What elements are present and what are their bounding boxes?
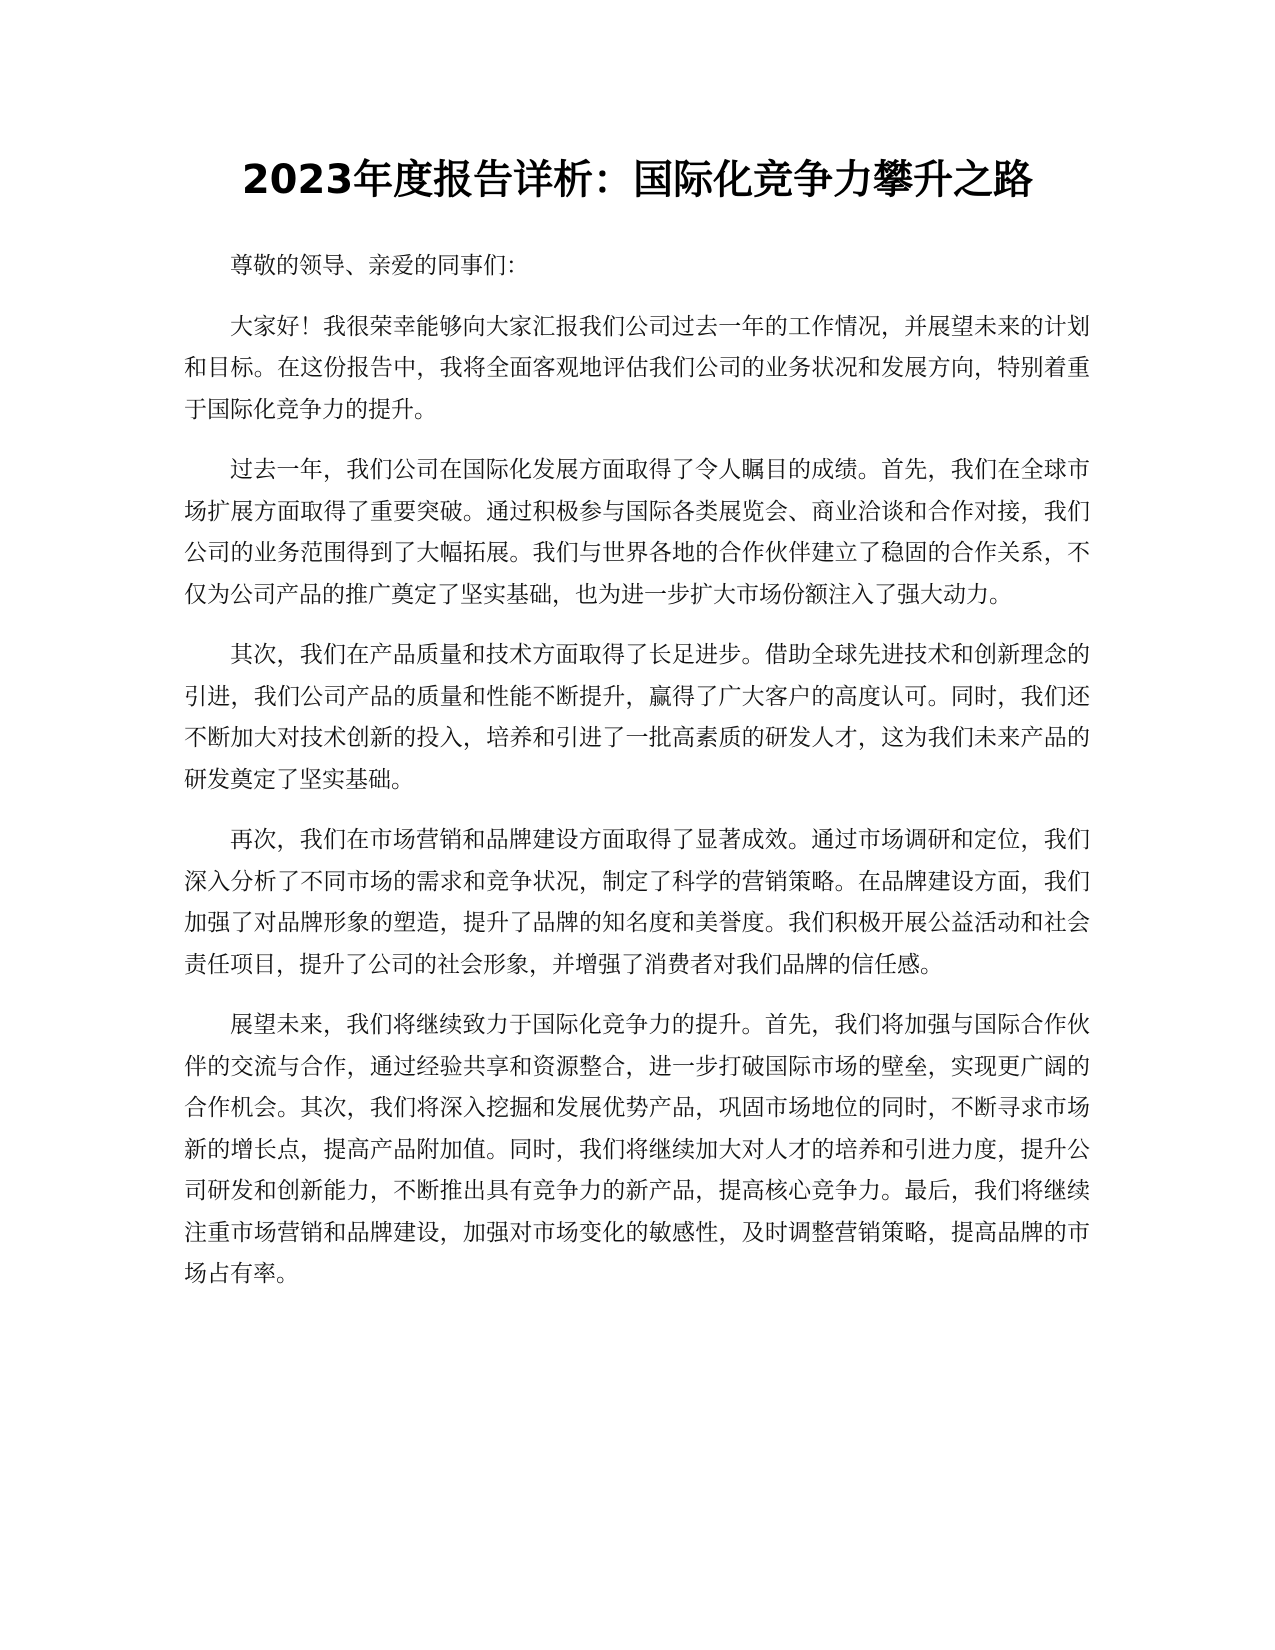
outlook-paragraph: 展望未来，我们将继续致力于国际化竞争力的提升。首先，我们将加强与国际合作伙伴的交流与合作，通过经验共享和资源整合，进一步打破国际市场的壁垒，实现更广阔的合作机会。其次，我们将深入挖掘和发展优势产品，巩固市场地位的同时，不断寻求市场新的增长点，提高产品附加值。同时，我们将继续加大对人才的培养和引进力度，提升公司研发和创新能力，不断推出具有竞争力的新产品，提高核心竞争力。最后，我们将继续注重市场营销和品牌建设，加强对市场变化的敏感性，及时调整营销策略，提高品牌的市场占有率。 — [184, 1012, 1090, 1287]
global-market-paragraph: 过去一年，我们公司在国际化发展方面取得了令人瞩目的成绩。首先，我们在全球市场扩展方面取得了重要突破。通过积极参与国际各类展览会、商业洽谈和合作对接，我们公司的业务范围得到了大幅拓展。我们与世界各地的合作伙伴建立了稳固的合作关系，不仅为公司产品的推广奠定了坚实基础，也为进一步扩大市场份额注入了强大动力。 — [184, 457, 1090, 608]
intro-paragraph: 大家好！我很荣幸能够向大家汇报我们公司过去一年的工作情况，并展望未来的计划和目标。在这份报告中，我将全面客观地评估我们公司的业务状况和发展方向，特别着重于国际化竞争力的提升。 — [184, 313, 1090, 423]
document-title: 2023年度报告详析：国际化竞争力攀升之路 — [241, 157, 1034, 203]
document-body — [184, 246, 1090, 1315]
product-quality-paragraph: 其次，我们在产品质量和技术方面取得了长足进步。借助全球先进技术和创新理念的引进，我们公司产品的质量和性能不断提升，赢得了广大客户的高度认可。同时，我们还不断加大对技术创新的投入，培养和引进了一批高素质的研发人才，这为我们未来产品的研发奠定了坚实基础。 — [184, 642, 1090, 793]
marketing-brand-paragraph: 再次，我们在市场营销和品牌建设方面取得了显著成效。通过市场调研和定位，我们深入分析了不同市场的需求和竞争状况，制定了科学的营销策略。在品牌建设方面，我们加强了对品牌形象的塑造，提升了品牌的知名度和美誉度。我们积极开展公益活动和社会责任项目，提升了公司的社会形象，并增强了消费者对我们品牌的信任感。 — [184, 827, 1090, 978]
salutation-paragraph: 尊敬的领导、亲爱的同事们： — [230, 253, 529, 279]
